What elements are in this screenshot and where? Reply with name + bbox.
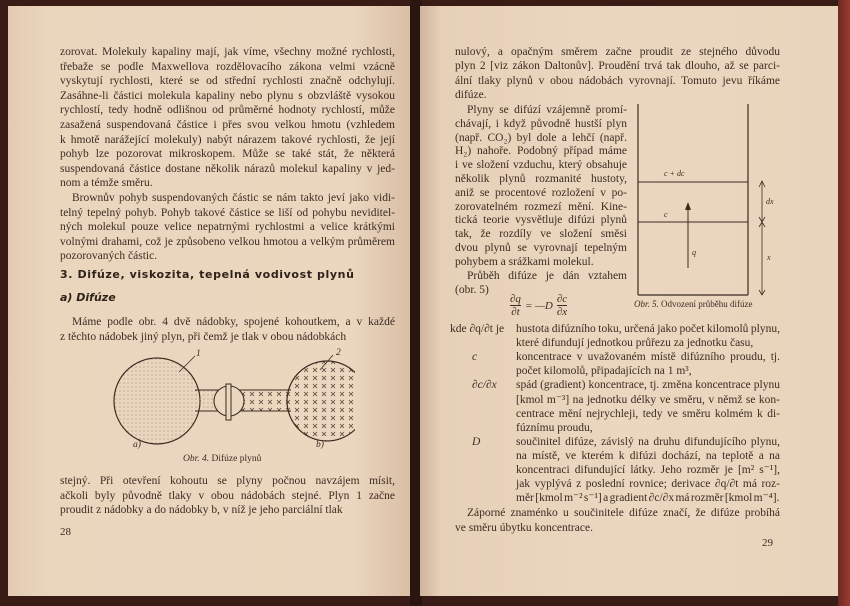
text-line: dvou plynů se vyrovnají tepelným — [455, 242, 627, 254]
text-line: aniž se procentové rozložení v po- — [455, 186, 627, 199]
text-line: rychlostí, tedy hodně odlišnou od průměrné hodnoty rychlostí, může — [60, 104, 395, 117]
figure-5-caption — [634, 299, 752, 309]
eq-lhs-numerator: ∂q — [510, 293, 521, 305]
eq-rhs-denominator: ∂x — [556, 306, 568, 318]
eq-operator: = —D — [524, 299, 553, 312]
figure-4-label-1: 1 — [196, 349, 201, 359]
text-line: zorovatelném rozmezí mění. Kine- — [455, 200, 627, 213]
text-line: zasažená suspendovaná částice i přes svou velkou hmotu (vzhledem — [60, 119, 395, 131]
text-line: proudit z nádobky a do nádobky b, v níž je jeho parciální tlak — [60, 504, 343, 517]
figure-5-diffusion-derivation — [630, 100, 780, 300]
text-line: Průběh difúze je dán vztahem — [467, 270, 627, 282]
equation — [510, 293, 567, 318]
eq-lhs-denominator: ∂t — [511, 306, 520, 318]
text-line: z těchto nádobek jiný plyn, při čemž je tlak v obou nádobkách — [60, 330, 347, 343]
text-line: Máme podle obr. 4 dvě nádobky, spojené kohoutkem, a v každé — [72, 316, 395, 328]
text-line: Brownův pohyb suspendovaných částic se nám takto jeví jako vidi- — [72, 192, 395, 204]
section-heading: 3. Difúze, viskozita, tepelná vodivost plynů — [60, 268, 355, 281]
text-line: hustota difúzního toku, určená jako počet kilomolů plynu, — [516, 323, 780, 335]
text-line: H₂) nahoře. Podobný případ máme — [455, 145, 627, 158]
text-line: k hmotě narážející molekuly) nabýt nárazem takové rychlosti, že její — [60, 133, 395, 146]
text-line: plyn 2 [viz zákon Daltonův]. Proudění trvá tak dlouho, až se parci- — [455, 60, 780, 73]
text-line: měr [kmol m⁻² s⁻¹] a gradient ∂c/∂x má rozměr [kmol m⁻⁴]. — [516, 492, 780, 505]
figure-5-label-dx: dx — [766, 197, 774, 206]
text-line: stejný. Při otevření kohoutu se plyny počnou navzájem mísit, — [60, 475, 395, 487]
text-line: pohybem a srážkami molekul. — [455, 255, 594, 268]
caption-prefix: Obr. 5. — [634, 299, 659, 309]
text-line: pohyb lze pozorovat mikroskopem. Může se také stát, že některá — [60, 148, 395, 161]
definition-term: ∂c/∂x — [472, 379, 497, 392]
eq-rhs-numerator: ∂c — [556, 293, 568, 305]
figure-5-label-q: q — [692, 248, 696, 257]
text-line: i ve složení vzduchu, který obsahuje — [455, 159, 627, 172]
caption-text: Difúze plynů — [211, 454, 262, 464]
figure-5-label-c: c — [664, 210, 668, 219]
text-line: spád (gradient) koncentrace, tj. změna koncentrace plynu — [516, 379, 780, 392]
text-line: koncentrace v uvažovaném místě difúzního proudu, tj. — [516, 351, 780, 364]
text-line: které difundují jednotkou průřezu za jednotku času, — [516, 337, 754, 350]
text-line: zorovat. Molekuly kapaliny mají, jak víme, všechny možné rychlosti, — [60, 46, 395, 58]
text-line: počet kilomolů, připadajících na 1 m³, — [516, 365, 692, 378]
text-line: na místě, ve kterém k difúzi dochází, na teplotě a na — [516, 449, 780, 462]
text-line: ve směru úbytku koncentrace. — [455, 521, 593, 534]
subsection-heading: a) Difúze — [60, 291, 116, 304]
definition-term: c — [472, 351, 478, 364]
figure-4-label-a: a) — [133, 440, 141, 450]
caption-prefix: Obr. 4. — [183, 454, 210, 464]
text-line: ačkoli byly původně tlaky v obou nádobách stejné. Plyn 1 začne — [60, 489, 395, 502]
text-line: tak, že rozdíly ve složení směsi — [455, 228, 627, 241]
text-line: telný tepelný pohyb. Pohyb takové částice se liší od pohybu neviditel- — [60, 206, 395, 219]
text-line: suspendovaná částice dostane několik nárazů molekul kapaliny v jed- — [60, 162, 395, 175]
text-line: (obr. 5) — [455, 283, 489, 296]
text-line: třebaže se podle Maxwellova rozdělovacího zákona velmi vzácně — [60, 60, 395, 73]
text-line: tická teorie vysvětluje difúzi plynů — [455, 214, 627, 227]
text-line: jak vyplývá z poslední rovnice; derivace ∂q/∂t má roz- — [516, 478, 780, 491]
figure-4-diffusion-apparatus — [95, 350, 355, 450]
text-line: ální tlaky plynů v obou nádobách vyrovnají. Tomuto jevu říkáme — [455, 74, 780, 87]
text-line: pozorovaných částic. — [60, 250, 158, 263]
definition-term: kde ∂q/∂t je — [450, 323, 505, 335]
text-line: několik plynů rozmanité hustoty, — [455, 173, 627, 185]
text-line: součinitel difúze, závislý na druhu difundujícího plynu, — [516, 435, 780, 448]
text-line: (např. CO₂) byl dole a lehčí (např. — [455, 131, 627, 144]
text-line: nulový, a opačným směrem začne proudit ze stejného důvodu — [455, 46, 780, 58]
text-line: Zasáhne-li částici molekula kapaliny nebo plynu s obzvláště vysokou — [60, 89, 395, 102]
figure-5-label-x: x — [767, 253, 771, 262]
text-line: ných molekul pouze velice nepatrnými rychlostmi a velice krátkými — [60, 221, 395, 234]
page-number-left: 28 — [60, 526, 71, 538]
text-line: Plyny se difúzí vzájemně promí- — [467, 104, 627, 116]
caption-text: Odvození průběhu difúze — [661, 299, 753, 309]
text-line: vyskytují rychlosti, které se od střední rychlosti značně odchylují. — [60, 75, 395, 88]
text-line: Záporné znaménko u součinitele difúze značí, že difúze probíhá — [467, 507, 780, 520]
text-line: nom a témže směru. — [60, 177, 153, 190]
text-line: difúze. — [455, 89, 487, 102]
figure-4-label-b: b) — [316, 440, 324, 450]
figure-4-caption — [183, 454, 261, 464]
text-line: centrace mění nejrychleji, tedy ve směru kolmém k di- — [516, 407, 780, 420]
page-number-right: 29 — [762, 537, 773, 549]
text-line: [kmol m⁻³] na jednotku délky ve směru, v němž se kon- — [516, 393, 780, 406]
text-line: chávají, i když původně hustší plyn — [455, 117, 627, 130]
text-line: volnými drahami, což je způsobeno velkou hmotou a velkým průměrem — [60, 235, 395, 248]
definition-term: D — [472, 435, 481, 448]
figure-4-label-2: 2 — [336, 348, 341, 358]
figure-5-label-c-dc: c + dc — [664, 169, 685, 178]
text-line: koncentraci difundující látky. Jeho rozměr je [m² s⁻¹], — [516, 464, 780, 476]
text-line: fúznímu proudu, — [516, 421, 593, 434]
